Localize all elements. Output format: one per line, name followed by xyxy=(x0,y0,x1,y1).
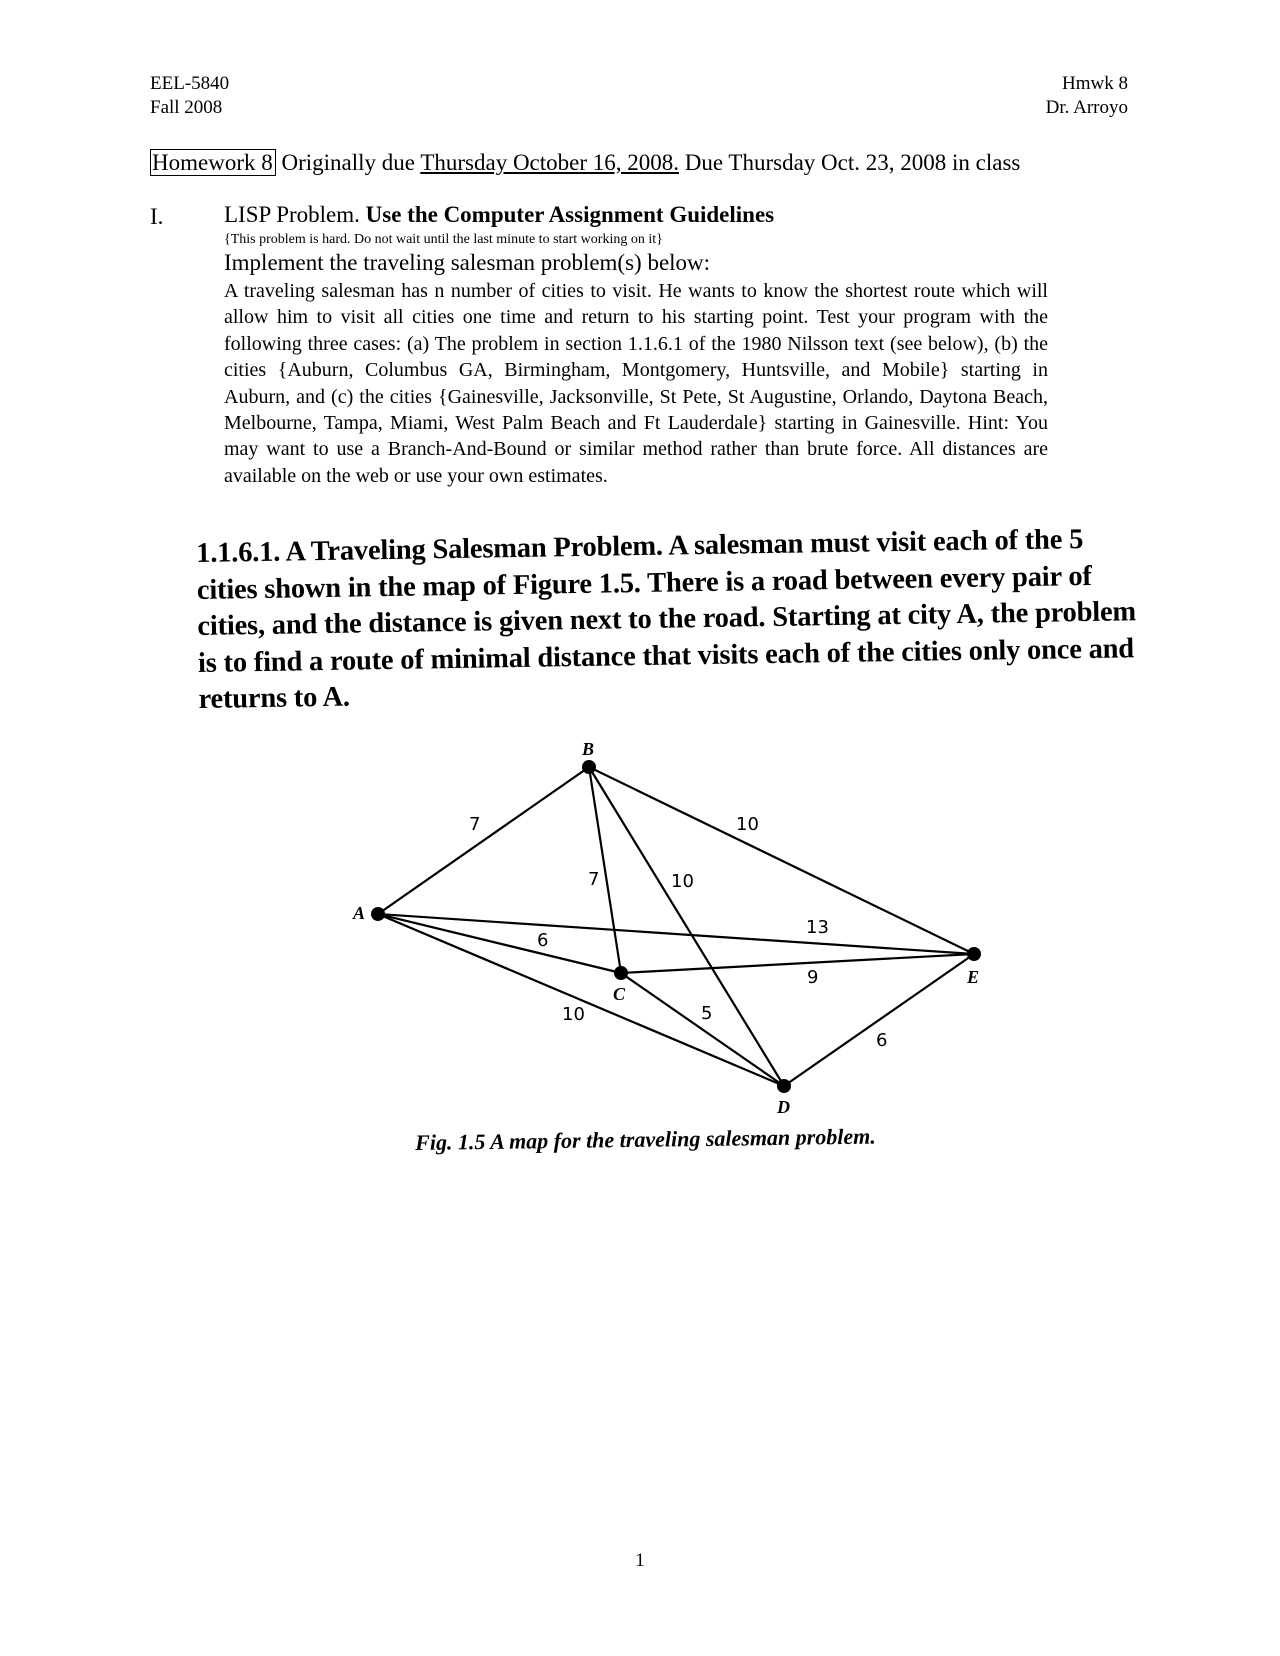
city-e-node xyxy=(967,947,981,961)
problem-number: I. xyxy=(150,204,164,229)
distance-c-d: 5 xyxy=(701,1003,713,1024)
distance-d-e: 6 xyxy=(876,1030,888,1051)
city-c-node xyxy=(614,966,628,980)
problem-description: A traveling salesman has n number of cities to visit. He wants to know the shortest route which will allow him to visit all cities one time and return to his starting point. Test your program with the following three cases: (a) The problem in section 1.1.6.1 of the 1980 Nilsson text (see below), (b) the cities {Auburn, Columbus GA, Birmingham, Montgomery, Huntsville, and Mobile} starting in Auburn, and (c) the cities {Gainesville, Jacksonville, St Pete, St Augustine, Orlando, Daytona Beach, Melbourne, Tampa, Miami, West Palm Beach and Ft Lauderdale} starting in Gainesville. Hint: You may want to use a Branch-And-Bound or similar method rather than brute force. All distances are available on the web or use your own estimates. xyxy=(224,280,1048,487)
city-a-node xyxy=(371,907,385,921)
course-code: EEL-5840 xyxy=(150,73,230,94)
edge-a-d xyxy=(378,914,784,1086)
distance-a-e: 13 xyxy=(806,917,829,938)
difficulty-note: {This problem is hard. Do not wait until the last minute to start working on it} xyxy=(224,232,663,247)
edge-a-b xyxy=(378,767,589,914)
distance-b-c: 7 xyxy=(588,869,600,890)
distance-a-b: 7 xyxy=(469,814,481,835)
guidelines-link-text: Use the Computer Assignment Guidelines xyxy=(365,202,775,227)
homework-number: Hmwk 8 xyxy=(1062,73,1128,94)
city-d-node xyxy=(777,1079,791,1093)
instructor: Dr. Arroyo xyxy=(1045,97,1128,118)
distance-a-d: 10 xyxy=(562,1004,585,1025)
page-number: 1 xyxy=(635,1550,645,1571)
problem-lead: LISP Problem. xyxy=(224,202,366,227)
distance-c-e: 9 xyxy=(807,967,819,988)
edge-c-d xyxy=(621,973,784,1086)
implement-instruction: Implement the traveling salesman problem(s) below: xyxy=(224,250,711,275)
excerpt-text: A salesman must visit each of the 5 cities shown in the map of Figure 1.5. There is a road between every pair of cities, and the distance is given next to the road. Starting at city A, the problem is to find a route of minimal distance that visits each of the cities only once and returns to A. xyxy=(196,524,1137,715)
distance-b-d: 10 xyxy=(671,871,694,892)
city-b-node xyxy=(582,760,596,774)
original-due-date: Thursday October 16, 2008. xyxy=(420,150,680,175)
new-due-date: Due Thursday Oct. 23, 2008 in class xyxy=(679,150,1021,175)
excerpt-heading: 1.1.6.1. A Traveling Salesman Problem. xyxy=(196,530,664,569)
distance-a-c: 6 xyxy=(537,930,549,951)
term: Fall 2008 xyxy=(150,97,223,118)
homework-label: Homework 8 xyxy=(150,149,276,176)
due-prefix: Originally due xyxy=(275,150,421,175)
city-a-label: A xyxy=(353,903,366,923)
city-d-label: D xyxy=(777,1097,790,1117)
city-c-label: C xyxy=(613,984,626,1004)
edge-c-e xyxy=(621,954,974,973)
distance-b-e: 10 xyxy=(736,814,759,835)
edge-a-e xyxy=(378,914,974,954)
city-e-label: E xyxy=(967,967,980,987)
city-b-label: B xyxy=(582,739,595,759)
figure-caption: Fig. 1.5 A map for the traveling salesman problem. xyxy=(415,1123,876,1155)
